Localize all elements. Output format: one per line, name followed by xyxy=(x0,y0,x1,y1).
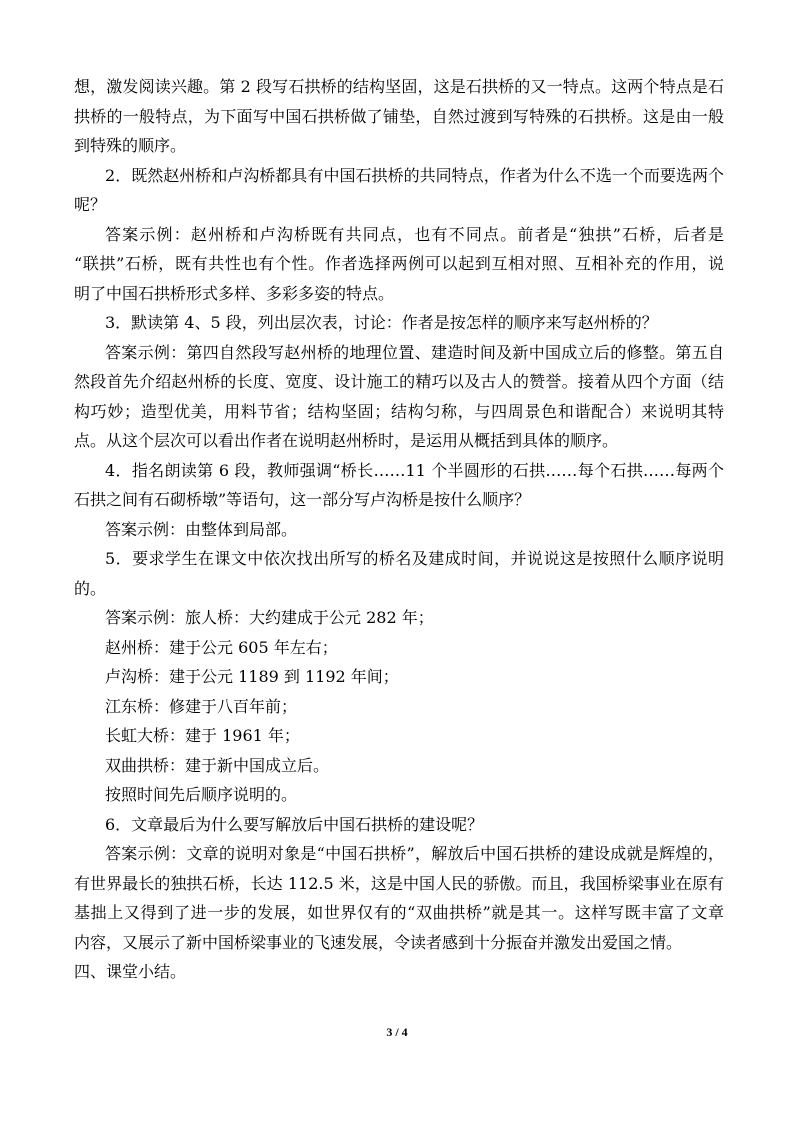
text-line: 答案示例：赵州桥和卢沟桥既有共同点，也有不同点。前者是“独拱”石桥，后者是 xyxy=(105,224,724,244)
text-line: 明了中国石拱桥形式多样、多彩多姿的特点。 xyxy=(74,283,395,303)
text-line: “联拱”石桥，既有共性也有个性。作者选择两例可以起到互相对照、互相补充的作用，说 xyxy=(74,254,724,273)
text-line: 6．文章最后为什么要写解放后中国石拱桥的建设呢？ xyxy=(105,814,484,834)
text-line: 然段首先介绍赵州桥的长度、宽度、设计施工的精巧以及古人的赞誉。接着从四个方面（结 xyxy=(74,372,724,391)
text-line: 到特殊的顺序。 xyxy=(74,136,187,155)
text-line: 答案示例：旅人桥：大约建成于公元 282 年； xyxy=(105,608,434,627)
text-line: 拱桥的一般特点，为下面写中国石拱桥做了铺垫，自然过渡到写特殊的石拱桥。这是由一般 xyxy=(74,106,724,126)
text-line: 的。 xyxy=(74,578,107,598)
text-line: 答案示例：第四自然段写赵州桥的地理位置、建造时间及新中国成立后的修整。第五自 xyxy=(105,342,724,362)
text-line: 答案示例：由整体到局部。 xyxy=(105,519,298,539)
text-line: 按照时间先后顺序说明的。 xyxy=(105,785,298,804)
text-line: 内容，又展示了新中国桥梁事业的飞速发展，令读者感到十分振奋并激发出爱国之情。 xyxy=(74,932,683,952)
document-body xyxy=(74,72,724,987)
text-line: 3．默读第 4、5 段，列出层次表，讨论：作者是按怎样的顺序来写赵州桥的？ xyxy=(105,313,658,332)
text-line: 点。从这个层次可以看出作者在说明赵州桥时，是运用从概括到具体的顺序。 xyxy=(74,431,619,450)
text-line: 卢沟桥：建于公元 1189 到 1192 年间； xyxy=(105,667,399,686)
text-line: 想，激发阅读兴趣。第 2 段写石拱桥的结构坚固，这是石拱桥的又一特点。这两个特点是石 xyxy=(74,77,724,96)
text-line: 江东桥：修建于八百年前； xyxy=(105,696,298,716)
text-line: 石拱之间有石砌桥墩”等语句，这一部分写卢沟桥是按什么顺序？ xyxy=(74,490,531,509)
page-number: 3 / 4 xyxy=(386,1025,408,1039)
text-line: 有世界最长的独拱石桥，长达 112.5 米，这是中国人民的骄傲。而且，我国桥梁事业在原有 xyxy=(74,873,724,893)
text-line: 双曲拱桥：建于新中国成立后。 xyxy=(105,755,330,775)
text-line: 基拙上又得到了进一步的发展，如世界仅有的“双曲拱桥”就是其一。这样写既丰富了文章 xyxy=(74,903,724,922)
text-line: 长虹大桥：建于 1961 年； xyxy=(105,726,300,745)
text-line: 5．要求学生在课文中依次找出所写的桥名及建成时间，并说说这是按照什么顺序说明 xyxy=(105,549,724,568)
text-line: 2．既然赵州桥和卢沟桥都具有中国石拱桥的共同特点，作者为什么不选一个而要选两个 xyxy=(105,165,724,185)
text-line: 4．指名朗读第 6 段，教师强调“桥长……11 个半圆形的石拱……每个石拱……每两个 xyxy=(105,460,724,480)
text-line: 构巧妙；造型优美，用料节省；结构坚固；结构匀称，与四周景色和谐配合）来说明其特 xyxy=(74,401,724,421)
text-line: 呢？ xyxy=(74,195,107,214)
text-line: 四、课堂小结。 xyxy=(74,962,187,981)
text-line: 赵州桥：建于公元 605 年左右； xyxy=(105,637,338,657)
text-line: 答案示例：文章的说明对象是“中国石拱桥”，解放后中国石拱桥的建设成就是辉煌的， xyxy=(105,844,724,863)
